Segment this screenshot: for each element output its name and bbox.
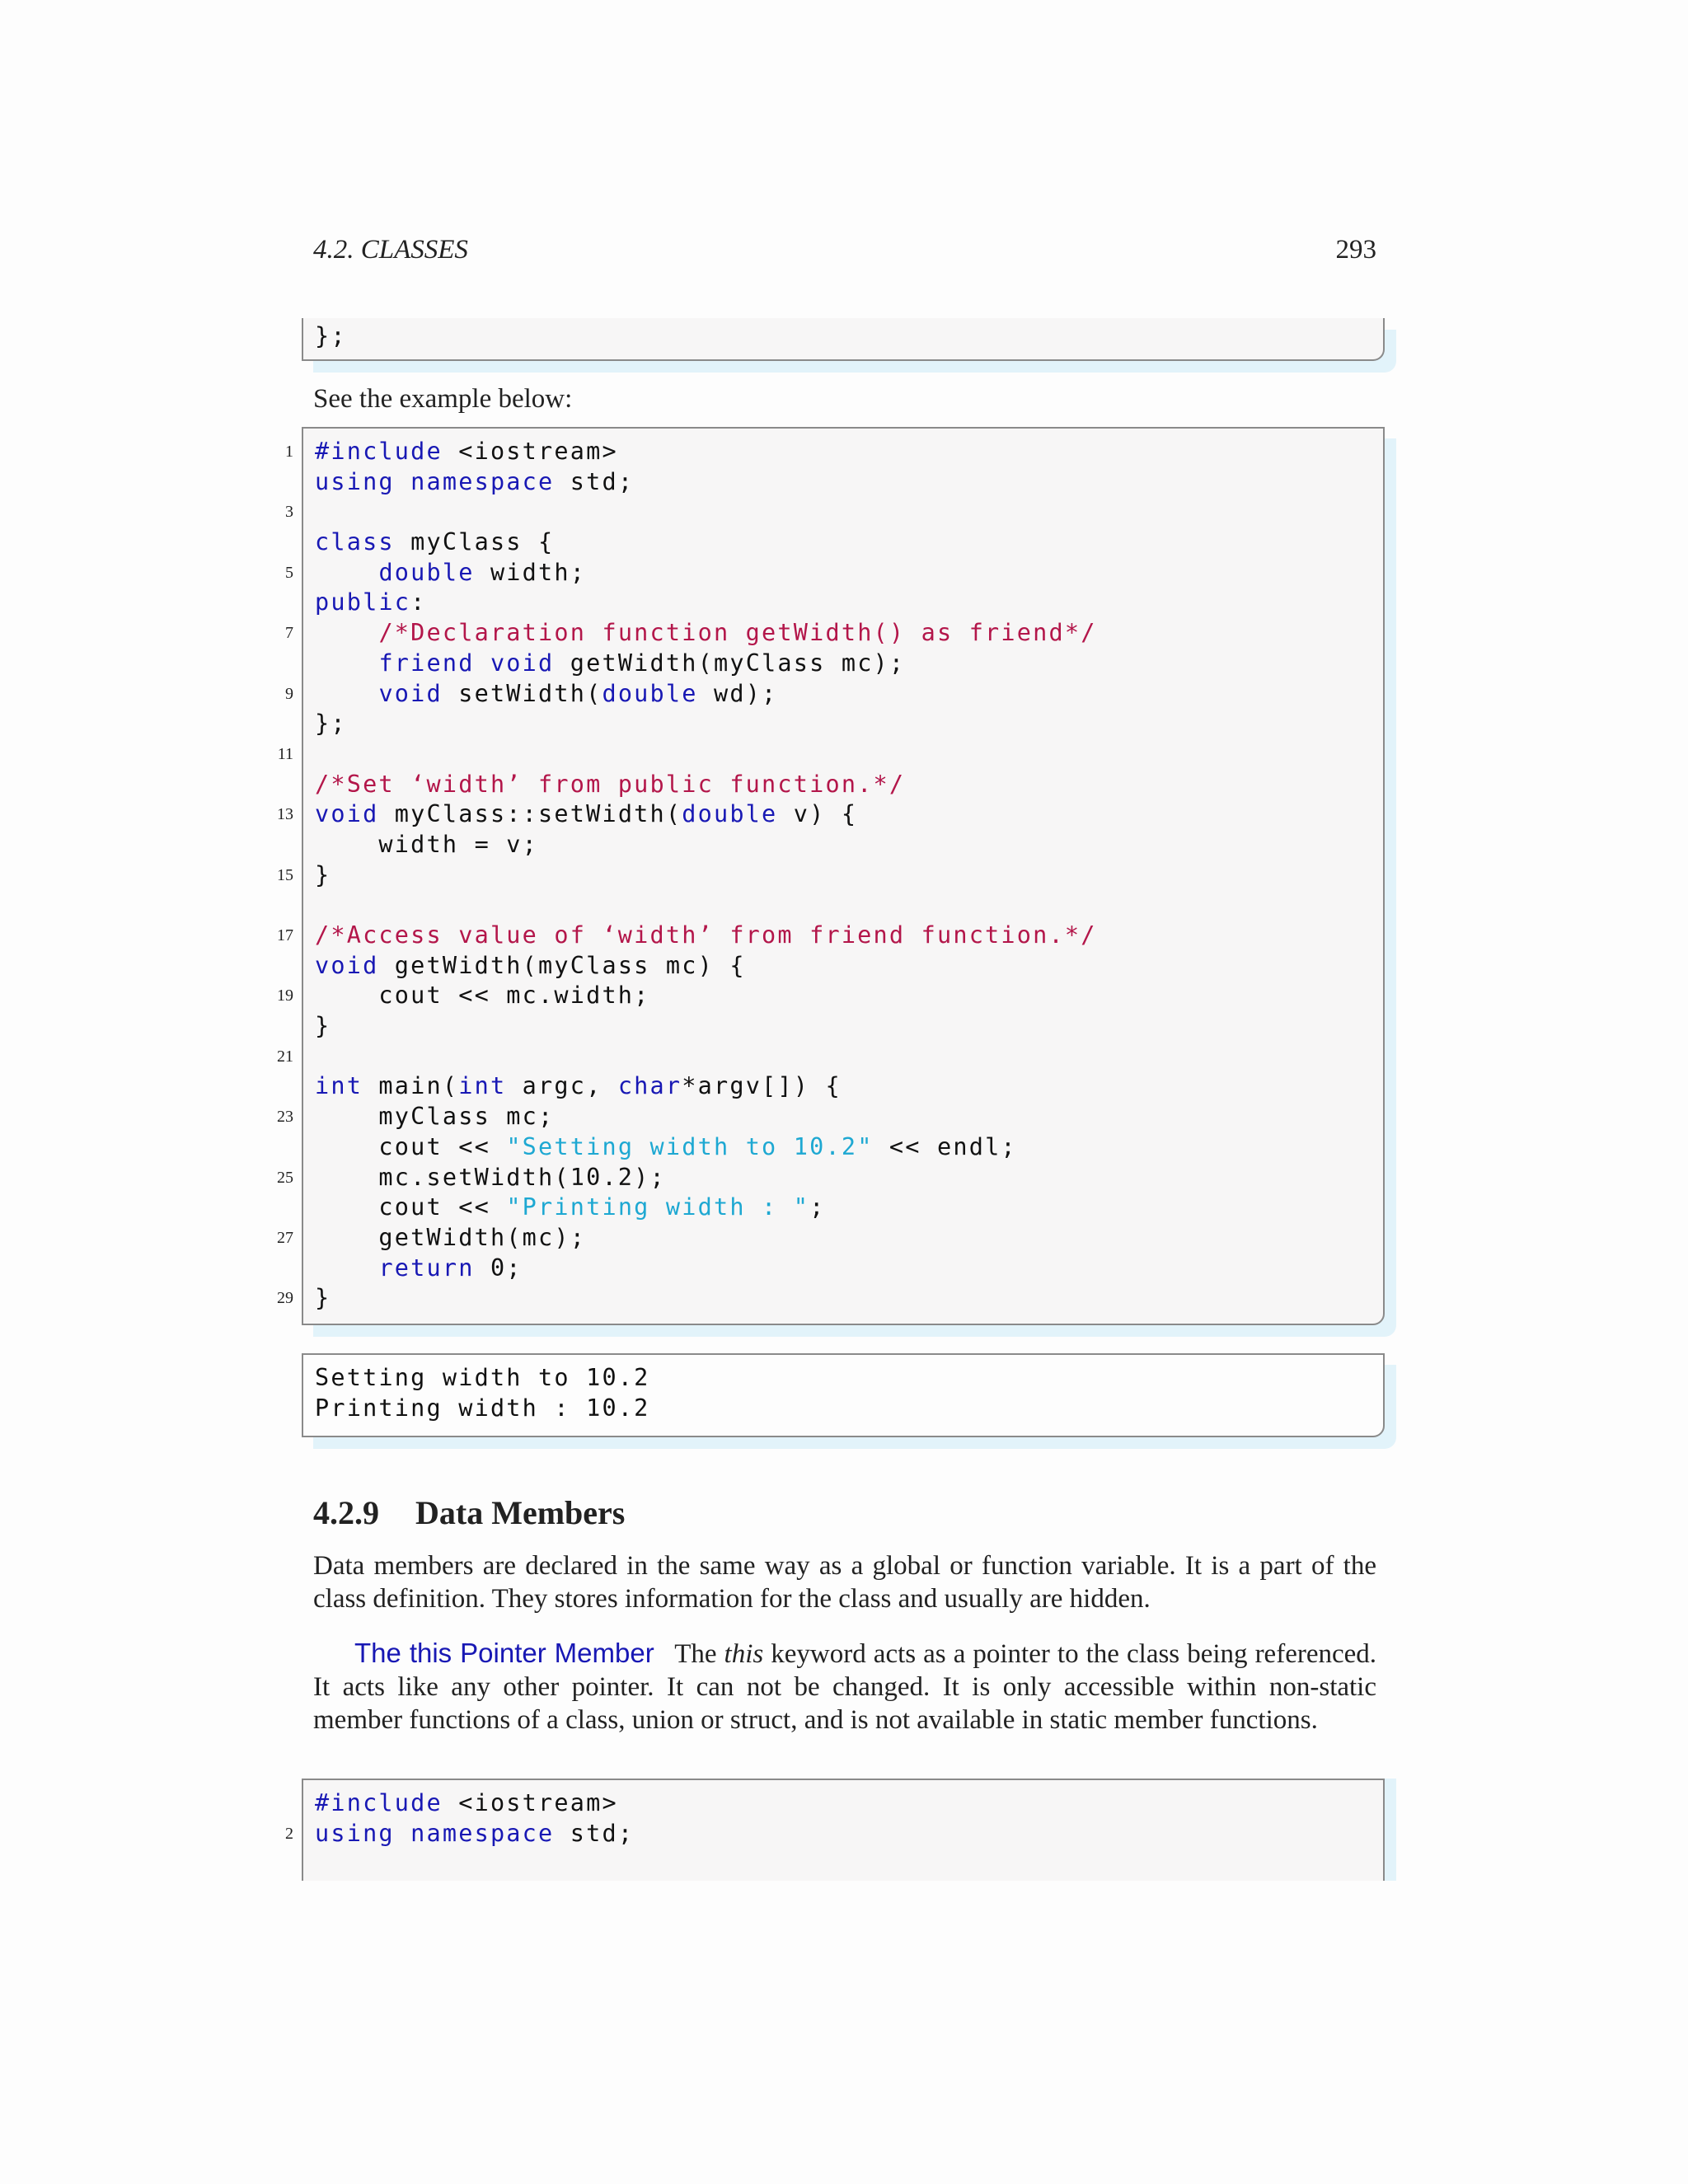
code-line <box>277 1102 1383 1132</box>
code-line <box>303 770 1383 800</box>
code-token <box>315 680 378 707</box>
code-token: } <box>315 860 331 888</box>
code-line <box>303 1132 1383 1163</box>
code-token: "Setting width to 10.2" <box>506 1132 874 1160</box>
code-line <box>303 467 1383 498</box>
code-line <box>303 588 1383 618</box>
line-number: 9 <box>285 684 293 703</box>
section-number: 4.2.9 <box>313 1494 379 1531</box>
code-token: getWidth(myClass mc); <box>554 649 906 677</box>
code-token: void <box>315 800 379 828</box>
code-line: }; <box>315 322 347 349</box>
code-line <box>285 618 1383 649</box>
code-token: : <box>410 588 427 616</box>
code-line <box>277 860 1383 891</box>
code-line <box>303 649 1383 679</box>
code-line <box>303 709 1383 739</box>
line-number: 11 <box>277 744 293 763</box>
line-number: 13 <box>277 805 293 824</box>
line-number: 27 <box>277 1228 293 1247</box>
code-token: namespace <box>410 1819 555 1847</box>
line-number: 15 <box>277 865 293 884</box>
code-token: getWidth(myClass mc) { <box>378 951 746 979</box>
code-token <box>315 1254 378 1282</box>
code-token <box>315 619 378 646</box>
code-token: mc.setWidth(10.2); <box>315 1163 666 1191</box>
emphasis-this: this <box>724 1639 764 1669</box>
section-header: 4.2. CLASSES <box>313 235 468 265</box>
code-token: 0; <box>474 1254 523 1282</box>
code-line <box>285 679 1383 710</box>
code-token: double <box>682 800 778 828</box>
code-token: #include <box>315 1789 443 1816</box>
line-number: 1 <box>285 443 293 461</box>
code-token: cout << <box>315 1132 507 1160</box>
code-line <box>303 1071 1383 1102</box>
running-header <box>313 235 1376 276</box>
code-line <box>303 1788 1383 1819</box>
code-line <box>303 1193 1383 1223</box>
code-token <box>315 559 378 586</box>
line-number: 2 <box>285 1824 293 1843</box>
code-line <box>277 1283 1383 1314</box>
code-line <box>277 1223 1383 1254</box>
line-number: 7 <box>285 624 293 643</box>
code-token <box>395 1820 410 1847</box>
code-token: using <box>315 467 395 495</box>
code-token <box>475 649 490 677</box>
section-heading <box>313 1493 625 1532</box>
code-listing-this-pointer <box>285 1779 1385 1881</box>
code-line <box>303 951 1383 982</box>
code-token: void <box>315 951 379 979</box>
code-token: int <box>458 1072 507 1100</box>
code-line <box>303 1254 1383 1284</box>
code-token: width = v; <box>315 830 539 858</box>
code-token: width; <box>474 558 587 586</box>
code-token: cout << <box>315 1193 507 1221</box>
code-token: return <box>378 1254 475 1282</box>
code-line <box>277 1042 1383 1072</box>
code-token: /*Access value of ‘width’ from friend function.*/ <box>315 921 1097 949</box>
paragraph-data-members: Data members are declared in the same way as a global or function variable. It is a part of the class definition. They stores information for the class and usually are hidden. <box>313 1551 1376 1614</box>
code-token: using <box>315 1819 395 1847</box>
code-line <box>285 437 1383 467</box>
code-line <box>303 527 1383 558</box>
code-token: myClass mc; <box>315 1103 555 1131</box>
code-listing-friend-function <box>277 427 1385 1325</box>
code-token: wd); <box>697 679 778 707</box>
code-token: "Printing width : " <box>506 1193 810 1221</box>
line-number: 21 <box>277 1047 293 1066</box>
code-line <box>303 1011 1383 1042</box>
code-token: myClass::setWidth( <box>378 800 682 828</box>
code-token: } <box>315 1012 331 1040</box>
code-token: argc, <box>506 1072 618 1100</box>
line-number: 3 <box>285 503 293 522</box>
code-token: void <box>490 649 555 677</box>
code-token: /*Set ‘width’ from public function.*/ <box>315 770 906 798</box>
code-token: getWidth(mc); <box>315 1223 587 1251</box>
code-token: main( <box>363 1072 459 1100</box>
program-output-box <box>302 1353 1385 1437</box>
code-token: double <box>602 679 698 707</box>
code-token: setWidth( <box>442 679 603 707</box>
output-line: Setting width to 10.2 <box>315 1364 650 1391</box>
code-token: char <box>617 1072 682 1100</box>
code-token: }; <box>315 710 347 738</box>
code-token <box>315 649 378 677</box>
code-box-continued <box>302 318 1385 361</box>
code-token: #include <box>315 438 443 465</box>
section-title: Data Members <box>415 1494 626 1531</box>
code-token: << endl; <box>873 1132 1017 1160</box>
line-number: 25 <box>277 1168 293 1187</box>
code-line <box>285 558 1383 588</box>
page-number: 293 <box>1335 235 1376 265</box>
line-number: 29 <box>277 1289 293 1308</box>
code-token: } <box>315 1284 331 1312</box>
code-line <box>303 890 1383 921</box>
paragraph-heading: The this Pointer Member <box>354 1638 654 1668</box>
code-line <box>277 739 1383 770</box>
code-token: myClass { <box>394 528 555 556</box>
code-line <box>277 921 1383 951</box>
code-token <box>395 468 410 495</box>
code-line <box>277 799 1383 830</box>
code-token: *argv[]) { <box>682 1072 842 1100</box>
code-token: class <box>315 528 395 556</box>
code-token: void <box>378 679 443 707</box>
code-token: <iostream> <box>442 438 618 465</box>
code-token: std; <box>554 467 635 495</box>
code-token: int <box>315 1072 363 1100</box>
line-number: 19 <box>277 987 293 1005</box>
code-token: namespace <box>410 467 555 495</box>
code-token: cout << mc.width; <box>315 982 650 1010</box>
line-number: 17 <box>277 926 293 944</box>
intro-text: See the example below: <box>313 384 573 414</box>
code-token: <iostream> <box>442 1789 618 1816</box>
code-token: ; <box>809 1193 826 1221</box>
code-line <box>277 1163 1383 1193</box>
code-line <box>277 981 1383 1011</box>
code-token: public <box>315 588 411 616</box>
line-number: 5 <box>285 563 293 582</box>
output-line: Printing width : 10.2 <box>315 1394 650 1422</box>
code-token: v) { <box>777 800 858 828</box>
code-line <box>285 497 1383 527</box>
line-number: 23 <box>277 1108 293 1127</box>
paragraph-this-pointer: The this Pointer Member The this keyword acts as a pointer to the class being referenced. It acts like any other pointer. It can not be changed. It is only accessible within non-static member functions of a class, union or struct, and is not available in static member functions. <box>313 1638 1377 1735</box>
code-token: double <box>378 558 475 586</box>
code-line <box>285 1819 1383 1849</box>
code-line <box>303 830 1383 860</box>
code-token: std; <box>554 1819 635 1847</box>
code-token: /*Declaration function getWidth() as friend*/ <box>378 619 1097 647</box>
code-token: friend <box>378 649 475 677</box>
